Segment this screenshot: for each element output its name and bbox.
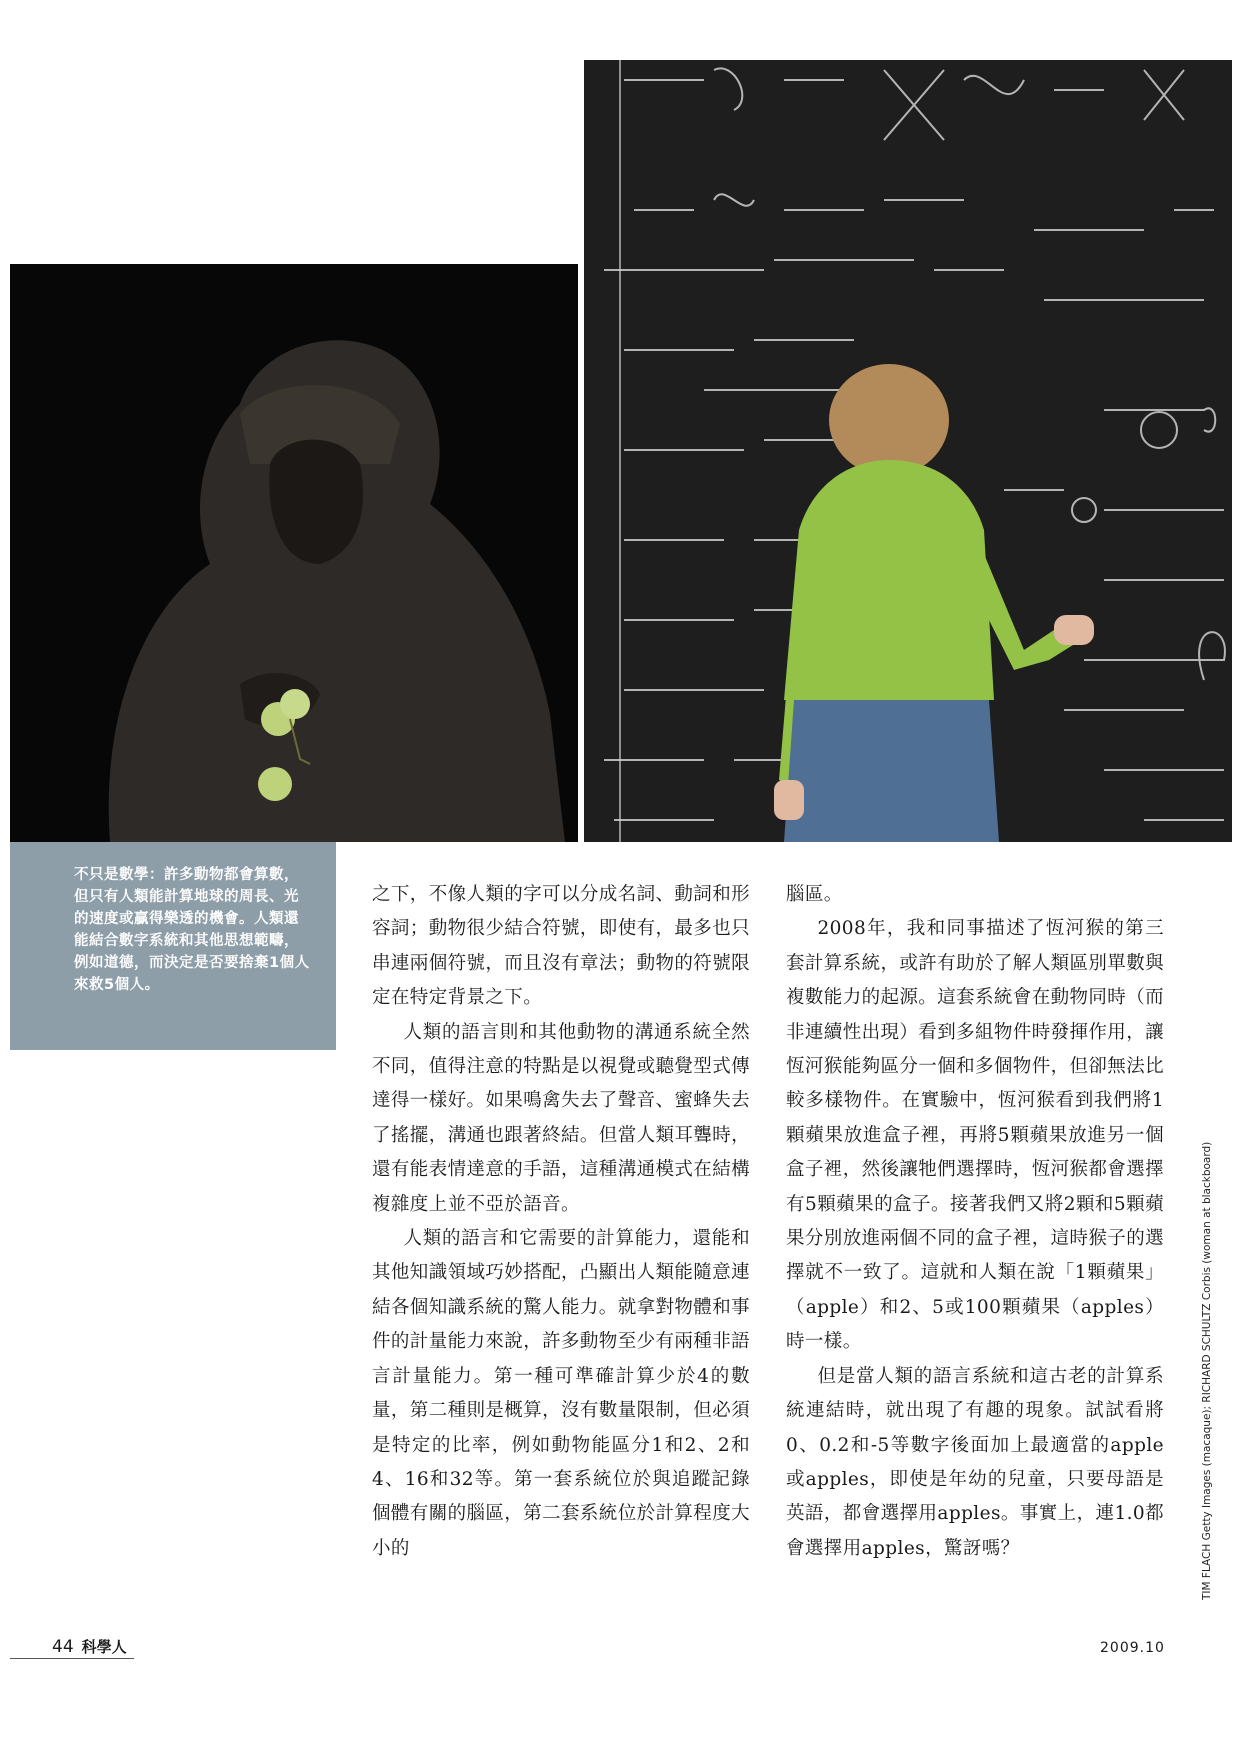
paragraph: 腦區。: [786, 884, 843, 905]
body-column-2: [786, 878, 1164, 1566]
paragraph: 2008年，我和同事描述了恆河猴的第三套計算系統，或許有助於了解人類區別單數與複數能力的起源。這套系統會在動物同時（而非連續性出現）看到多組物件時發揮作用，讓恆河猴能夠區分一個和多個物件，但卻無法比較多樣物件。在實驗中，恆河猴看到我們將1顆蘋果放進盒子裡，再將5顆蘋果放進另一個盒子裡，然後讓牠們選擇時，恆河猴都會選擇有5顆蘋果的盒子。接著我們又將2顆和5顆蘋果分別放進兩個不同的盒子裡，這時猴子的選擇就不一致了。這就和人類在說「1顆蘋果」（apple）和2、5或100顆蘋果（apples）時一樣。: [786, 918, 1165, 1353]
paragraph: 之下，不像人類的字可以分成名詞、動詞和形容詞；動物很少結合符號，即使有，最多也只串連兩個符號，而且沒有章法；動物的符號限定在特定背景之下。: [372, 884, 751, 1009]
page-number: 44: [52, 1637, 74, 1657]
paragraph: 但是當人類的語言系統和這古老的計算系統連結時，就出現了有趣的現象。試試看將0、0.2和-5等數字後面加上最適當的apple或apples，即使是年幼的兒童，只要母語是英語，都會選擇用apples。事實上，連1.0都會選擇用apples，驚訝嗎？: [786, 1365, 1164, 1559]
footer-folio: [52, 1636, 127, 1657]
body-column-1: [372, 878, 750, 1566]
issue-date: 2009.10: [1100, 1640, 1165, 1656]
paragraph: 人類的語言則和其他動物的溝通系統全然不同，值得注意的特點是以視覺或聽覺型式傳達得一樣好。如果鳴禽失去了聲音、蜜蜂失去了搖擺，溝通也跟著終結。但當人類耳聾時，還有能表情達意的手語，這種溝通模式在結構複雜度上並不亞於語音。: [372, 1021, 751, 1215]
photo-credit: TIM FLACH Getty Images (macaque); RICHARD SCHULTZ Corbis (woman at blackboard): [1201, 1141, 1213, 1600]
paragraph: 人類的語言和它需要的計算能力，還能和其他知識領域巧妙搭配，凸顯出人類能隨意連結各個知識系統的驚人能力。就拿對物體和事件的計量能力來說，許多動物至少有兩種非語言計量能力。第一種可準確計算少於4的數量，第二種則是概算，沒有數量限制，但必須是特定的比率，例如動物能區分1和2、2和4、16和32等。第一套系統位於與追蹤記錄個體有關的腦區，第二套系統位於計算程度大小的: [372, 1228, 751, 1559]
photo-caption: 不只是數學：許多動物都會算數，但只有人類能計算地球的周長、光的速度或贏得樂透的機會。人類還能結合數字系統和其他思想範疇，例如道德，而決定是否要捨棄1個人來救5個人。: [74, 867, 310, 993]
footer-rule: [10, 1658, 134, 1659]
photo-caption-box: [10, 842, 336, 1050]
macaque-photo: [10, 264, 578, 842]
magazine-name: 科學人: [81, 1638, 127, 1656]
blackboard-photo: [584, 60, 1232, 842]
